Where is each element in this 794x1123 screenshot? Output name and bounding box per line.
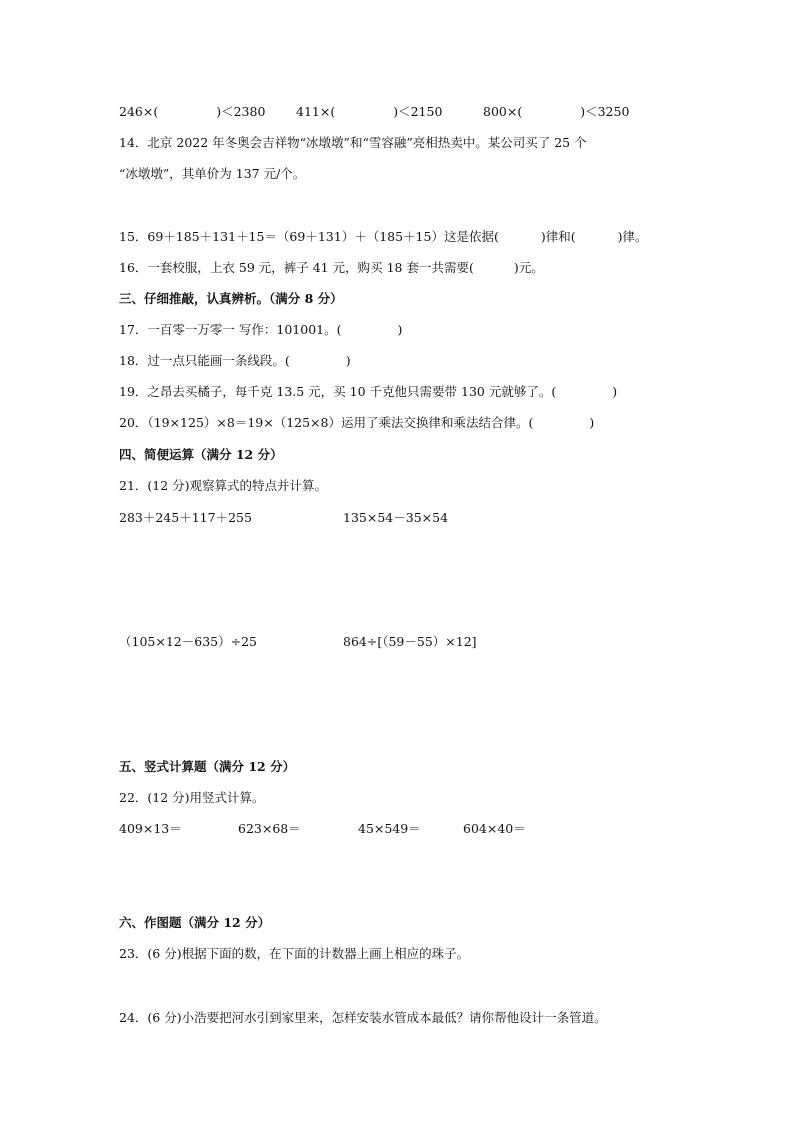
q16-pre: 16．一套校服，上衣 59 元，裤子 41 元，购买 18 套一共需要( <box>119 260 474 275</box>
q21-expression-4: 864÷[（59－55）×12] <box>343 634 477 649</box>
q20-text: 20．（19×125）×8＝19×（125×8）运用了乘法交换律和乘法结合律。( <box>119 415 534 430</box>
q15-post: )律。 <box>617 229 648 244</box>
q21-expression-1: 283＋245＋117＋255 <box>119 510 252 525</box>
q15 <box>119 228 648 246</box>
section-4-heading: 四、简便运算（满分 12 分） <box>119 447 283 462</box>
q15-mid: )律和( <box>540 229 576 244</box>
q20 <box>119 414 594 432</box>
q17-close: ) <box>397 322 403 337</box>
q22-title: 22．(12 分)用竖式计算。 <box>119 790 265 805</box>
q14-line1: 14．北京 2022 年冬奥会吉祥物“冰墩墩”和“雪容融”亮相热卖中。某公司买了 25 个 <box>119 135 587 150</box>
q13-c-right: )＜3250 <box>580 104 630 119</box>
q19 <box>119 383 617 401</box>
q22-expression-4: 604×40＝ <box>463 821 526 836</box>
q18-text: 18．过一点只能画一条线段。( <box>119 353 290 368</box>
q13-item-c <box>483 103 629 121</box>
q13-a-left: 246×( <box>119 104 159 119</box>
q20-close: ) <box>589 415 595 430</box>
q22-expression-1: 409×13＝ <box>119 821 182 836</box>
q18-close: ) <box>345 353 351 368</box>
q21-expression-3: （105×12－635）÷25 <box>119 634 257 649</box>
q13-c-left: 800×( <box>483 104 523 119</box>
section-5-heading: 五、竖式计算题（满分 12 分） <box>119 759 296 774</box>
q16 <box>119 259 544 277</box>
q13-a-right: )＜2380 <box>216 104 266 119</box>
q14-line2: “冰墩墩”，其单价为 137 元/个。 <box>119 166 306 181</box>
q22-expression-3: 45×549＝ <box>358 821 421 836</box>
q22-expression-2: 623×68＝ <box>238 821 301 836</box>
section-3-heading: 三、仔细推敲，认真辨析。（满分 8 分） <box>119 291 343 306</box>
q13-item-a <box>119 103 265 121</box>
q16-post: )元。 <box>513 260 544 275</box>
q18 <box>119 352 351 370</box>
q13-item-b <box>296 103 442 121</box>
q13-b-right: )＜2150 <box>393 104 443 119</box>
q24-text: 24．(6 分)小浩要把河水引到家里来，怎样安装水管成本最低？请你帮他设计一条管道。 <box>119 1010 607 1025</box>
q21-expression-2: 135×54－35×54 <box>343 510 449 525</box>
q13-b-left: 411×( <box>296 104 336 119</box>
q23-text: 23．(6 分)根据下面的数，在下面的计数器上画上相应的珠子。 <box>119 946 470 961</box>
q21-title: 21．(12 分)观察算式的特点并计算。 <box>119 478 328 493</box>
q19-text: 19．之昂去买橘子，每千克 13.5 元，买 10 千克他只需要带 130 元就够了。( <box>119 384 557 399</box>
q17-text: 17．一百零一万零一 写作：101001。( <box>119 322 342 337</box>
q15-pre: 15．69＋185＋131＋15＝（69＋131）＋（185＋15）这是依据( <box>119 229 499 244</box>
q19-close: ) <box>612 384 618 399</box>
q17 <box>119 321 402 339</box>
section-6-heading: 六、作图题（满分 12 分） <box>119 915 271 930</box>
